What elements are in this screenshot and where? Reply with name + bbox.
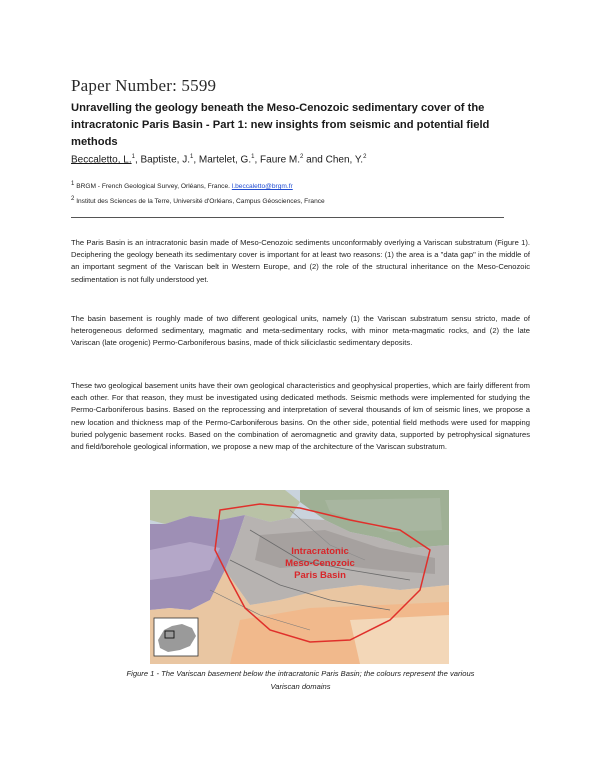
inset-europe-map [154, 618, 198, 656]
affiliation-text: Institut des Sciences de la Terre, Université d'Orléans, Campus Géosciences, France [76, 198, 325, 206]
author-separator: , [254, 154, 261, 166]
author-name: Chen, Y. [325, 154, 364, 166]
author-affiliation-mark: 1 [189, 154, 194, 160]
header-divider [71, 217, 504, 218]
affiliation-1 [71, 181, 293, 190]
figure-1-geological-map [150, 490, 449, 664]
author-list [71, 154, 366, 165]
map-label-line1: Intracratonic [291, 546, 349, 557]
map-label-line2: Meso-Cenozoic [285, 558, 355, 569]
author-name: Martelet, G. [198, 154, 252, 166]
caption-line-2: Variscan domains [270, 681, 331, 691]
body-paragraph-2: The basin basement is roughly made of two different geological units, namely (1) the Variscan substratum sensu stricto, made of heterogeneous deformed sedimentary, magmatic and meta-sedimentary rocks, with minor meta-magmatic rocks, and (2) the late Variscan (late orogenic) Permo-Carboniferous basins, made of thick siliciclastic sedimentary deposits. [71, 314, 530, 348]
author-separator: , [193, 154, 199, 166]
paper-number: Paper Number: 5599 [71, 76, 217, 95]
affiliation-mark: 1 [71, 181, 75, 187]
author-name: Baptiste, J. [140, 154, 190, 166]
author-name: Faure M. [260, 154, 301, 166]
author-affiliation-mark: 1 [251, 154, 255, 160]
affiliation-text: BRGM - French Geological Survey, Orléans, France. [76, 183, 232, 191]
body-paragraph-1: The Paris Basin is an intracratonic basin made of Meso-Cenozoic sediments unconformably overlying a Variscan substratum (Figure 1). Deciphering the geology beneath its sedimentary cover is important for at least two reasons: (1) the area is a "data gap" in the middle of an important segment of the Variscan belt in Western Europe, and (2) the role of the structural inheritance on the Meso-Cenozoic sedimentation is not fully understood yet. [71, 238, 530, 284]
affiliation-mark: 2 [71, 196, 75, 202]
email-link[interactable]: l.beccaletto@brgm.fr [231, 183, 293, 191]
author-separator: , [134, 154, 141, 166]
map-northern-land [150, 490, 300, 524]
affiliation-2 [71, 196, 325, 205]
body-paragraph-3: These two geological basement units have their own geological characteristics and geophysical properties, which are fairly different from each other. For that reason, they must be investigated using dedicated methods. Seismic methods were implemented for studying the Permo-Carboniferous basins. Based on the reprocessing and interpretation of several thousands of km of seismic lines, we propose a new location and thickness map of the Permo-Carboniferous basins. On the other side, potential field methods were used for mapping buried polygenic basement rocks. Based on the combination of aeromagnetic and gravity data, supported by petrophysical signatures and field/borehole geological information, we propose a new map of the architecture of the Variscan substratum. [71, 381, 530, 452]
author-separator: and [303, 154, 326, 166]
author-affiliation-mark: 2 [300, 154, 304, 160]
author-affiliation-mark: 1 [131, 154, 135, 160]
author-affiliation-mark: 2 [363, 154, 367, 160]
paper-title: Unravelling the geology beneath the Meso-Cenozoic sedimentary cover of the intracratonic Paris Basin - Part 1: new insights from seismic and potential field methods [71, 102, 490, 148]
caption-line-1: Figure 1 - The Variscan basement below the intracratonic Paris Basin; the colours represent the various [126, 669, 475, 678]
map-label-line3: Paris Basin [294, 570, 346, 581]
map-alpine-front [350, 615, 449, 664]
figure-caption [71, 668, 530, 693]
author-name: Beccaletto, L. [71, 154, 132, 166]
